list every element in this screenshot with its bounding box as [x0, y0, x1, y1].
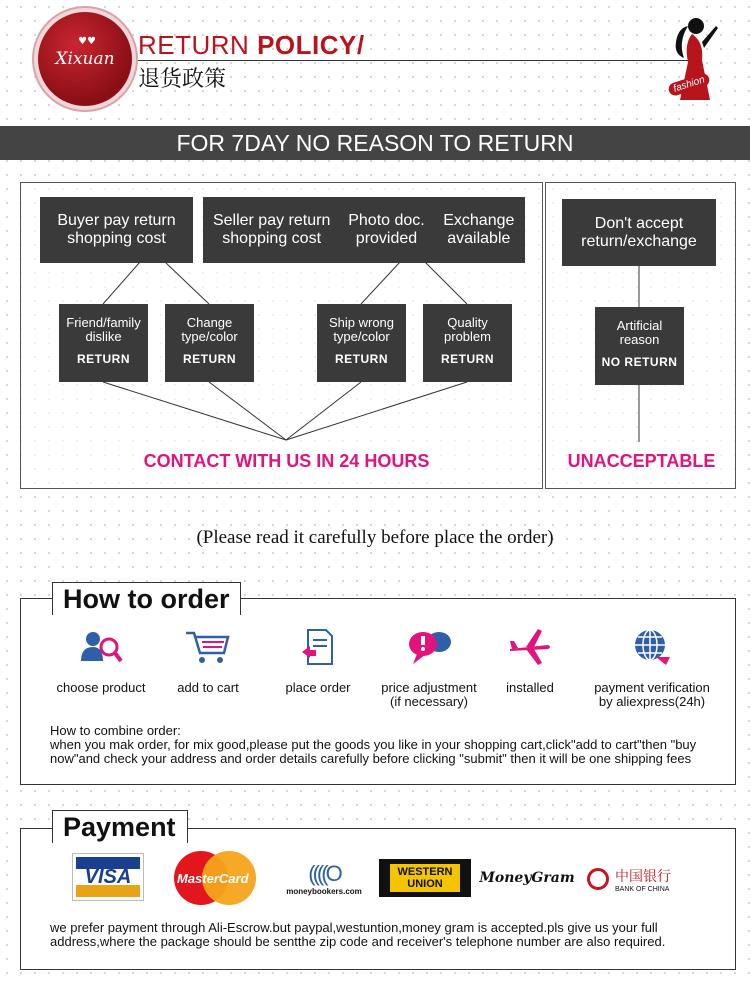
page-title-cn: 退货政策	[138, 67, 227, 92]
moneybookers-waves-icon: ((((O	[308, 860, 340, 886]
unacceptable-text: UNACCEPTABLE	[567, 451, 716, 471]
quality-box	[423, 304, 512, 382]
artificial-box	[595, 307, 684, 385]
bank-of-china-emblem-icon	[587, 868, 609, 890]
dont-accept-box	[562, 199, 716, 266]
fashion-tag: fashion	[667, 72, 711, 97]
title-regular: RETURN	[138, 30, 258, 60]
step-payment-verification	[582, 625, 722, 709]
change-type-label: Change type/color	[181, 315, 238, 344]
return-label: RETURN	[183, 352, 236, 366]
payment-heading: Payment	[52, 810, 188, 843]
no-return-label: NO RETURN	[601, 355, 678, 369]
return-label: RETURN	[335, 352, 388, 366]
seller-pay-label: Seller pay return shopping cost	[212, 212, 331, 247]
mastercard-text: MasterCard	[177, 871, 249, 886]
airplane-icon	[470, 625, 590, 669]
dont-accept-label: Don't accept return/exchange	[581, 214, 697, 250]
ship-wrong-box	[317, 304, 406, 382]
step-installed	[470, 625, 590, 695]
combine-title: How to combine order:	[50, 723, 181, 738]
read-note: (Please read it carefully before place the order)	[196, 527, 554, 548]
return-banner: FOR 7DAY NO REASON TO RETURN	[0, 126, 750, 160]
step-place-order	[258, 625, 378, 695]
visa-logo	[72, 853, 144, 901]
exchange-label: Exchange available	[443, 212, 515, 247]
step-add-to-cart	[148, 625, 268, 695]
combine-order-text	[50, 724, 730, 766]
bank-of-china-text: BANK OF CHINA	[615, 886, 670, 893]
western-union-logo	[379, 859, 471, 897]
logo-text: Xixuan	[55, 49, 115, 69]
buyer-pay-label: Buyer pay return shopping cost	[57, 212, 176, 247]
friend-dislike-box	[59, 304, 148, 382]
contact-text: CONTACT WITH US IN 24 HOURS	[143, 451, 430, 471]
moneygram-text: MoneyGram	[479, 870, 575, 886]
document-icon	[258, 625, 378, 669]
change-type-box	[165, 304, 254, 382]
step-label: choose product	[56, 680, 146, 695]
buyer-pay-box	[40, 197, 193, 263]
bank-of-china-cn: 中国银行	[615, 869, 671, 885]
step-label: add to cart	[177, 680, 239, 695]
step-choose-product	[41, 625, 161, 695]
step-label: place order	[285, 680, 351, 695]
step-label: installed	[506, 680, 554, 695]
quality-label: Quality problem	[444, 315, 491, 344]
ship-wrong-label: Ship wrong type/color	[328, 315, 395, 344]
moneygram-logo	[479, 864, 576, 892]
friend-dislike-label: Friend/family dislike	[66, 315, 141, 344]
mastercard-logo	[174, 851, 256, 905]
moneybookers-logo	[282, 856, 366, 900]
cart-icon	[148, 625, 268, 669]
hearts-icon: ♥♥	[78, 36, 96, 47]
bank-of-china-logo	[585, 860, 685, 900]
return-label: RETURN	[77, 352, 130, 366]
how-to-order-heading: How to order	[52, 582, 241, 615]
seller-pay-box	[203, 197, 525, 263]
globe-icon	[582, 625, 722, 669]
western-union-text: WESTERN UNION	[390, 864, 460, 892]
moneybookers-text: moneybookers.com	[286, 886, 362, 896]
artificial-label: Artificial reason	[616, 318, 663, 347]
title-bold: POLICY/	[257, 30, 365, 60]
step-label: payment verification by aliexpress(24h)	[594, 680, 710, 709]
step-label: price adjustment (if necessary)	[381, 680, 477, 709]
visa-text: VISA	[84, 865, 132, 888]
return-label: RETURN	[441, 352, 494, 366]
photo-doc-label: Photo doc. provided	[348, 212, 425, 247]
payment-note: we prefer payment through Ali-Escrow.but paypal,westuntion,money gram is accepted.pls give us your full address,where the package should be sentthe zip code and receiver's telephone number are also required.	[50, 920, 666, 949]
search-user-icon	[41, 625, 161, 669]
combine-body: when you mak order, for mix good,please put the goods you like in your shopping cart,click"add to cart"then "buy now"and check your address and order details carefully before clicking "submit" then it will be one shipping fees	[50, 737, 697, 766]
